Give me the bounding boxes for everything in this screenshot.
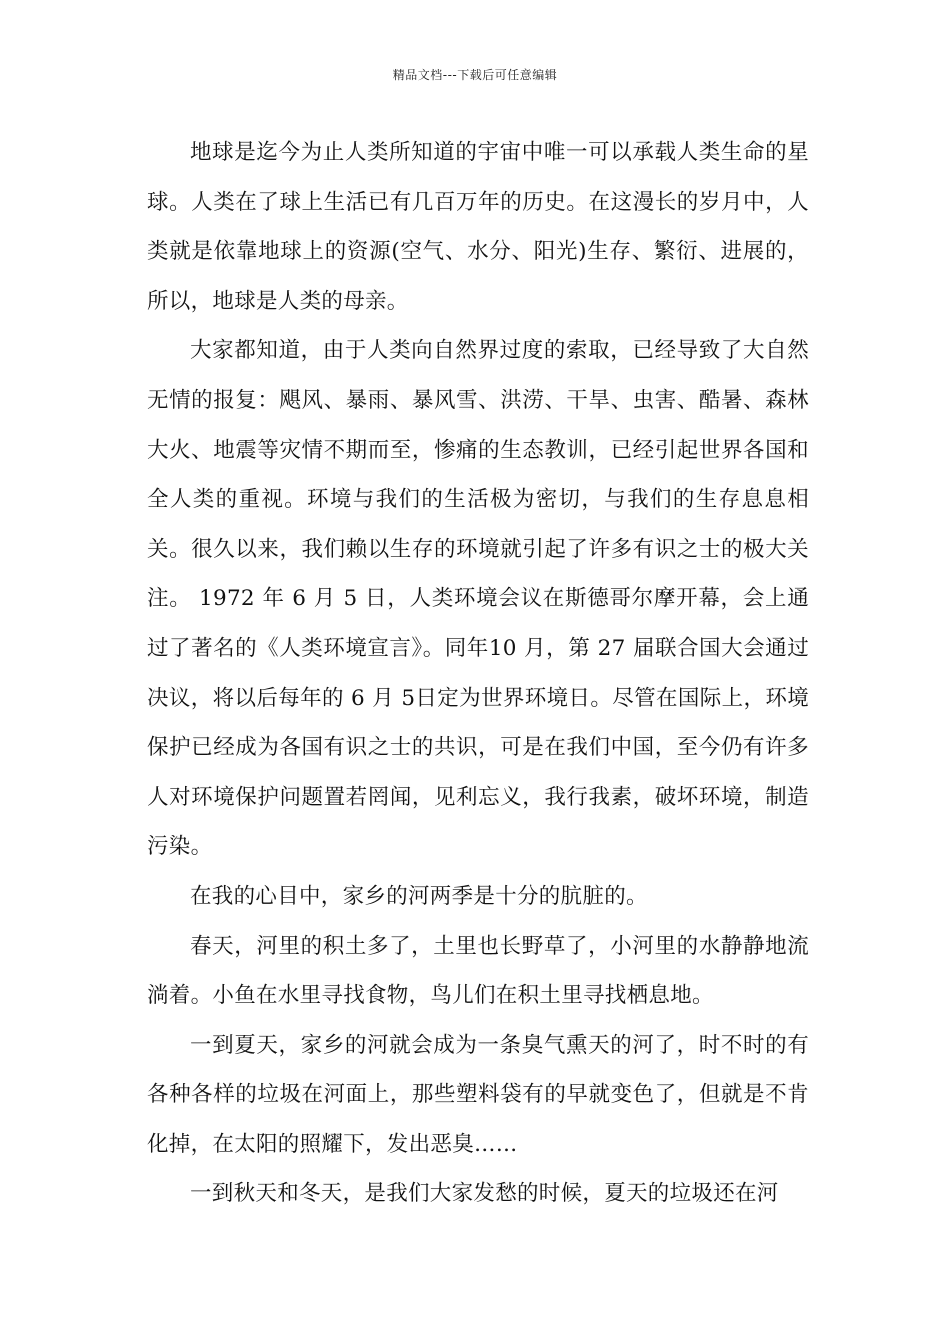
paragraph-nature-retaliation: 大家都知道，由于人类向自然界过度的索取，已经导致了大自然无情的报复：飓风、暴雨、暴风雪、洪涝、干旱、虫害、酷暑、森林大火、地震等灾情不期而至，惨痛的生态教训，已经引起世界各国和全人类的重视。环境与我们的生活极为密切，与我们的生存息息相关。很久以来，我们赖以生存的环境就引起了许多有识之士的极大关注。 1972 年 6 月 5 日，人类环境会议在斯德哥尔摩开幕，会上通过了著名的《人类环境宣言》。同年10 月，第 27 届联合国大会通过决议，将以后每年的 6 月 5日定为世界环境日。尽管在国际上，环境保护已经成为各国有识之士的共识，可是在我们中国，至今仍有许多人对环境保护问题置若罔闻，见利忘义，我行我素，破坏环境，制造污染。 [147,338,809,860]
page-header: 精品文档---下载后可任意编辑 [392,68,558,82]
document-body [147,128,809,1219]
paragraph-earth: 地球是迄今为止人类所知道的宇宙中唯一可以承载人类生命的星球。人类在了球上生活已有几百万年的历史。在这漫长的岁月中，人类就是依靠地球上的资源(空气、水分、阳光)生存、繁衍、进展的，所以，地球是人类的母亲。 [147,140,809,314]
paragraph-spring: 春天，河里的积土多了，土里也长野草了，小河里的水静静地流淌着。小鱼在水里寻找食物，鸟儿们在积土里寻找栖息地。 [147,933,809,1009]
paragraph-summer: 一到夏天，家乡的河就会成为一条臭气熏天的河了，时不时的有各种各样的垃圾在河面上，那些塑料袋有的早就变色了，但就是不肯化掉，在太阳的照耀下，发出恶臭…… [147,1032,809,1157]
paragraph-hometown-river: 在我的心目中，家乡的河两季是十分的肮脏的。 [190,883,648,909]
paragraph-autumn-winter: 一到秋天和冬天，是我们大家发愁的时候，夏天的垃圾还在河 [190,1181,779,1207]
